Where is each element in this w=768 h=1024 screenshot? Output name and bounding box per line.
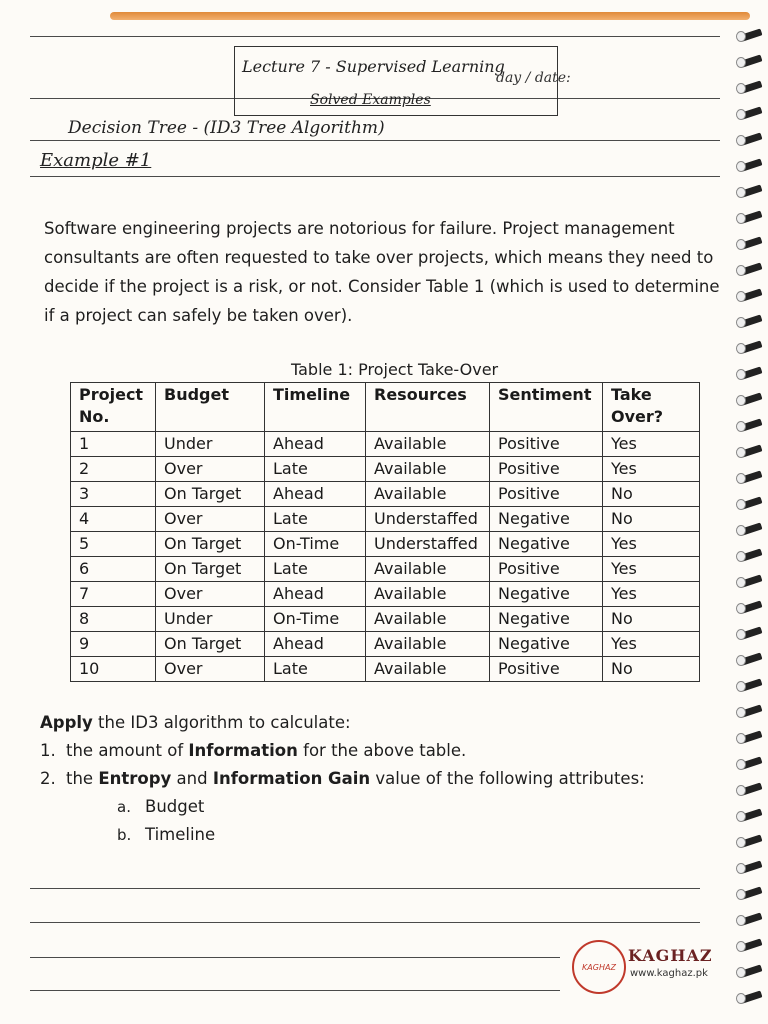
table-row [71, 507, 700, 532]
spiral-coil [738, 420, 764, 432]
table-row [71, 582, 700, 607]
spiral-coil [738, 654, 764, 666]
spiral-coil [738, 628, 764, 640]
kaghaz-url: www.kaghaz.pk [630, 968, 708, 979]
spiral-coil [738, 446, 764, 458]
item-number: 1. [40, 741, 56, 760]
spiral-coil [738, 576, 764, 588]
header-resources: Resources [366, 383, 490, 432]
header-budget: Budget [156, 383, 265, 432]
table-row [71, 457, 700, 482]
problem-statement: Software engineering projects are notorious for failure. Project management consultants are often requested to take over projects, which means they need to decide if the project is a risk, or not. Consider Table 1 (which is used to determine if a project can safely be taken over). [44, 219, 720, 325]
spiral-coil [738, 238, 764, 250]
spiral-coil [738, 992, 764, 1004]
spiral-coil [738, 524, 764, 536]
lecture-subtitle: Solved Examples [310, 92, 431, 108]
cell-resources: Available [366, 607, 490, 632]
cell-project-no: 10 [71, 657, 156, 682]
spiral-coil [738, 290, 764, 302]
spiral-coil [738, 368, 764, 380]
cell-project-no: 7 [71, 582, 156, 607]
example-heading: Example #1 [40, 150, 152, 171]
cell-timeline: Ahead [265, 482, 366, 507]
cell-budget: On Target [156, 532, 265, 557]
intro-text: the ID3 algorithm to calculate: [92, 713, 351, 732]
sub-item-text: Timeline [145, 825, 216, 844]
sub-item-text: Budget [145, 797, 205, 816]
cell-project-no: 3 [71, 482, 156, 507]
spiral-coil [738, 108, 764, 120]
spiral-coil [738, 732, 764, 744]
spiral-coil [738, 550, 764, 562]
cell-take-over: No [603, 507, 700, 532]
spiral-coil [738, 914, 764, 926]
kaghaz-logo [568, 938, 713, 998]
ruled-line [30, 140, 720, 141]
sub-item-budget [40, 793, 720, 821]
header-sentiment: Sentiment [490, 383, 603, 432]
spiral-coil [738, 160, 764, 172]
sub-item-letter: b. [117, 826, 132, 844]
cell-sentiment: Positive [490, 482, 603, 507]
cell-resources: Understaffed [366, 532, 490, 557]
cell-budget: Over [156, 507, 265, 532]
cell-budget: Under [156, 432, 265, 457]
table-row [71, 482, 700, 507]
spiral-coil [738, 888, 764, 900]
item-text: value of the following attributes: [370, 769, 645, 788]
header-take-over: Take Over? [603, 383, 700, 432]
cell-sentiment: Positive [490, 432, 603, 457]
spiral-coil [738, 264, 764, 276]
cell-project-no: 8 [71, 607, 156, 632]
kaghaz-brand: KAGHAZ [628, 946, 713, 965]
spiral-coil [738, 394, 764, 406]
cell-timeline: Late [265, 507, 366, 532]
spiral-coil [738, 342, 764, 354]
cell-project-no: 5 [71, 532, 156, 557]
spiral-coil [738, 940, 764, 952]
spiral-coil [738, 680, 764, 692]
cell-take-over: No [603, 657, 700, 682]
spiral-coil [738, 602, 764, 614]
spiral-coil [738, 966, 764, 978]
cell-sentiment: Positive [490, 557, 603, 582]
spiral-coil [738, 836, 764, 848]
header-timeline: Timeline [265, 383, 366, 432]
cell-timeline: On-Time [265, 532, 366, 557]
cell-take-over: No [603, 607, 700, 632]
cell-timeline: Ahead [265, 432, 366, 457]
cell-resources: Available [366, 457, 490, 482]
table-row [71, 632, 700, 657]
cell-take-over: Yes [603, 457, 700, 482]
cell-take-over: Yes [603, 632, 700, 657]
cell-sentiment: Positive [490, 657, 603, 682]
cell-sentiment: Negative [490, 582, 603, 607]
sub-item-timeline [40, 821, 720, 849]
cell-take-over: Yes [603, 532, 700, 557]
task-instructions [40, 709, 720, 849]
instructions-intro [40, 709, 720, 737]
cell-timeline: Late [265, 557, 366, 582]
cell-resources: Available [366, 557, 490, 582]
table-header-row [71, 383, 700, 432]
table-row [71, 607, 700, 632]
cell-take-over: No [603, 482, 700, 507]
item-text: the amount of [66, 741, 189, 760]
ruled-line [30, 888, 700, 889]
item-keyword: Information Gain [212, 769, 371, 788]
cell-timeline: Late [265, 457, 366, 482]
cell-sentiment: Negative [490, 507, 603, 532]
spiral-coil [738, 316, 764, 328]
kaghaz-logo-mark: KAGHAZ [572, 940, 626, 994]
cell-project-no: 4 [71, 507, 156, 532]
spiral-coil [738, 784, 764, 796]
cell-budget: Over [156, 657, 265, 682]
cell-resources: Available [366, 482, 490, 507]
spiral-coil [738, 134, 764, 146]
spiral-coil [738, 186, 764, 198]
cell-resources: Available [366, 657, 490, 682]
cell-timeline: Ahead [265, 582, 366, 607]
cell-take-over: Yes [603, 557, 700, 582]
item-text: and [171, 769, 213, 788]
item-keyword: Information [188, 741, 298, 760]
ruled-line [30, 957, 560, 958]
cell-budget: Over [156, 457, 265, 482]
notebook-spiral-binding [732, 30, 768, 1020]
project-takeover-table [70, 382, 700, 682]
spiral-coil [738, 472, 764, 484]
cell-timeline: On-Time [265, 607, 366, 632]
header-project-no: Project No. [71, 383, 156, 432]
table-row [71, 657, 700, 682]
table-row [71, 432, 700, 457]
spiral-coil [738, 56, 764, 68]
cell-timeline: Ahead [265, 632, 366, 657]
cell-project-no: 2 [71, 457, 156, 482]
item-text: for the above table. [297, 741, 467, 760]
instruction-item-1 [40, 737, 720, 765]
ruled-line [30, 176, 720, 177]
cell-budget: On Target [156, 632, 265, 657]
cell-sentiment: Negative [490, 607, 603, 632]
cell-take-over: Yes [603, 582, 700, 607]
cell-resources: Available [366, 632, 490, 657]
cell-budget: On Target [156, 557, 265, 582]
cell-sentiment: Negative [490, 532, 603, 557]
cell-resources: Understaffed [366, 507, 490, 532]
table-row [71, 557, 700, 582]
cell-resources: Available [366, 582, 490, 607]
item-text: the [66, 769, 99, 788]
cell-project-no: 1 [71, 432, 156, 457]
ruled-line [30, 990, 560, 991]
spiral-coil [738, 498, 764, 510]
apply-label: Apply [40, 713, 93, 732]
spiral-coil [738, 758, 764, 770]
spiral-coil [738, 82, 764, 94]
ruled-line [30, 922, 700, 923]
lecture-title: Lecture 7 - Supervised Learning [242, 57, 505, 76]
cell-budget: On Target [156, 482, 265, 507]
spiral-coil [738, 30, 764, 42]
spiral-coil [738, 706, 764, 718]
table-caption: Table 1: Project Take-Over [291, 360, 499, 379]
topic-heading: Decision Tree - (ID3 Tree Algorithm) [68, 118, 385, 138]
spiral-coil [738, 862, 764, 874]
cell-project-no: 6 [71, 557, 156, 582]
instruction-item-2 [40, 765, 720, 793]
item-keyword: Entropy [98, 769, 172, 788]
cell-budget: Over [156, 582, 265, 607]
cell-take-over: Yes [603, 432, 700, 457]
cell-project-no: 9 [71, 632, 156, 657]
cell-sentiment: Negative [490, 632, 603, 657]
table-row [71, 532, 700, 557]
cell-budget: Under [156, 607, 265, 632]
sub-item-letter: a. [117, 798, 131, 816]
spiral-coil [738, 810, 764, 822]
item-number: 2. [40, 769, 56, 788]
spiral-coil [738, 212, 764, 224]
cell-timeline: Late [265, 657, 366, 682]
notebook-top-edge [110, 12, 750, 20]
cell-sentiment: Positive [490, 457, 603, 482]
cell-resources: Available [366, 432, 490, 457]
ruled-line [30, 36, 720, 37]
day-date-label: day / date: [496, 70, 571, 86]
